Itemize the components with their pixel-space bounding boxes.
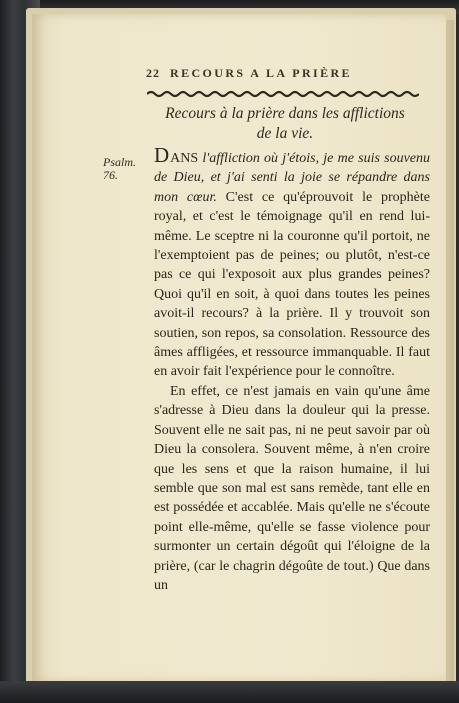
margin-reference-label: Psalm.	[103, 155, 136, 169]
drop-cap: D	[154, 143, 171, 167]
ornamental-rule	[147, 90, 419, 98]
margin-reference-number: 76.	[103, 168, 118, 182]
body-text	[154, 143, 430, 595]
chapter-heading	[140, 104, 430, 144]
paragraph-1	[154, 143, 430, 382]
psalm-quote: l'affliction où j'étois, je me suis souvenu de Dieu, et j'ai senti la joie se répandre dans mon cœur.	[154, 151, 430, 205]
running-head-title: RECOURS A LA PRIÈRE	[170, 66, 352, 80]
chapter-heading-line1: Recours à la prière dans les afflictions	[165, 105, 405, 122]
opening-smallcaps: ANS	[170, 151, 199, 166]
margin-reference	[103, 156, 143, 182]
chapter-heading-line2: de la vie.	[256, 125, 314, 142]
paragraph-1-rest: C'est ce qu'éprouvoit le prophète royal, et c'est le témoignage qu'il en rend lui-même. Le sceptre ni la couronne qu'il portoit, ne l'exemptoient pas de peines; ou plutôt, n'est-ce pas ce qui l'exposoit aux plus grandes peines? Quoi qu'il en soit, à quoi dans toutes les peines avoit-il recours? à la prière. Il y trouvoit son soutien, son repos, sa consolation. Ressource des âmes affligées, et ressource immanquable. Il faut en avoir fait l'expérience pour le connoître.	[154, 189, 430, 380]
book-cover-bottom	[0, 681, 459, 703]
paragraph-2: En effet, ce n'est jamais en vain qu'une âme s'adresse à Dieu dans la douleur qui la presse. Souvent elle ne sait pas, ni ne peut savoir par où Dieu la consolera. Souvent même, à n'en croire que les sens et que la raison humaine, il lui semble que son mal est sans remède, tant elle en est possédée et accablée. Mais qu'elle ne s'écoute point elle-même, qu'elle se fasse violence pour surmonter un certain dégoût qui l'éloigne de la prière, (car le chagrin dégoûte de tout.) Que dans un	[154, 383, 430, 593]
running-head	[146, 66, 396, 81]
page-number: 22	[146, 66, 160, 80]
